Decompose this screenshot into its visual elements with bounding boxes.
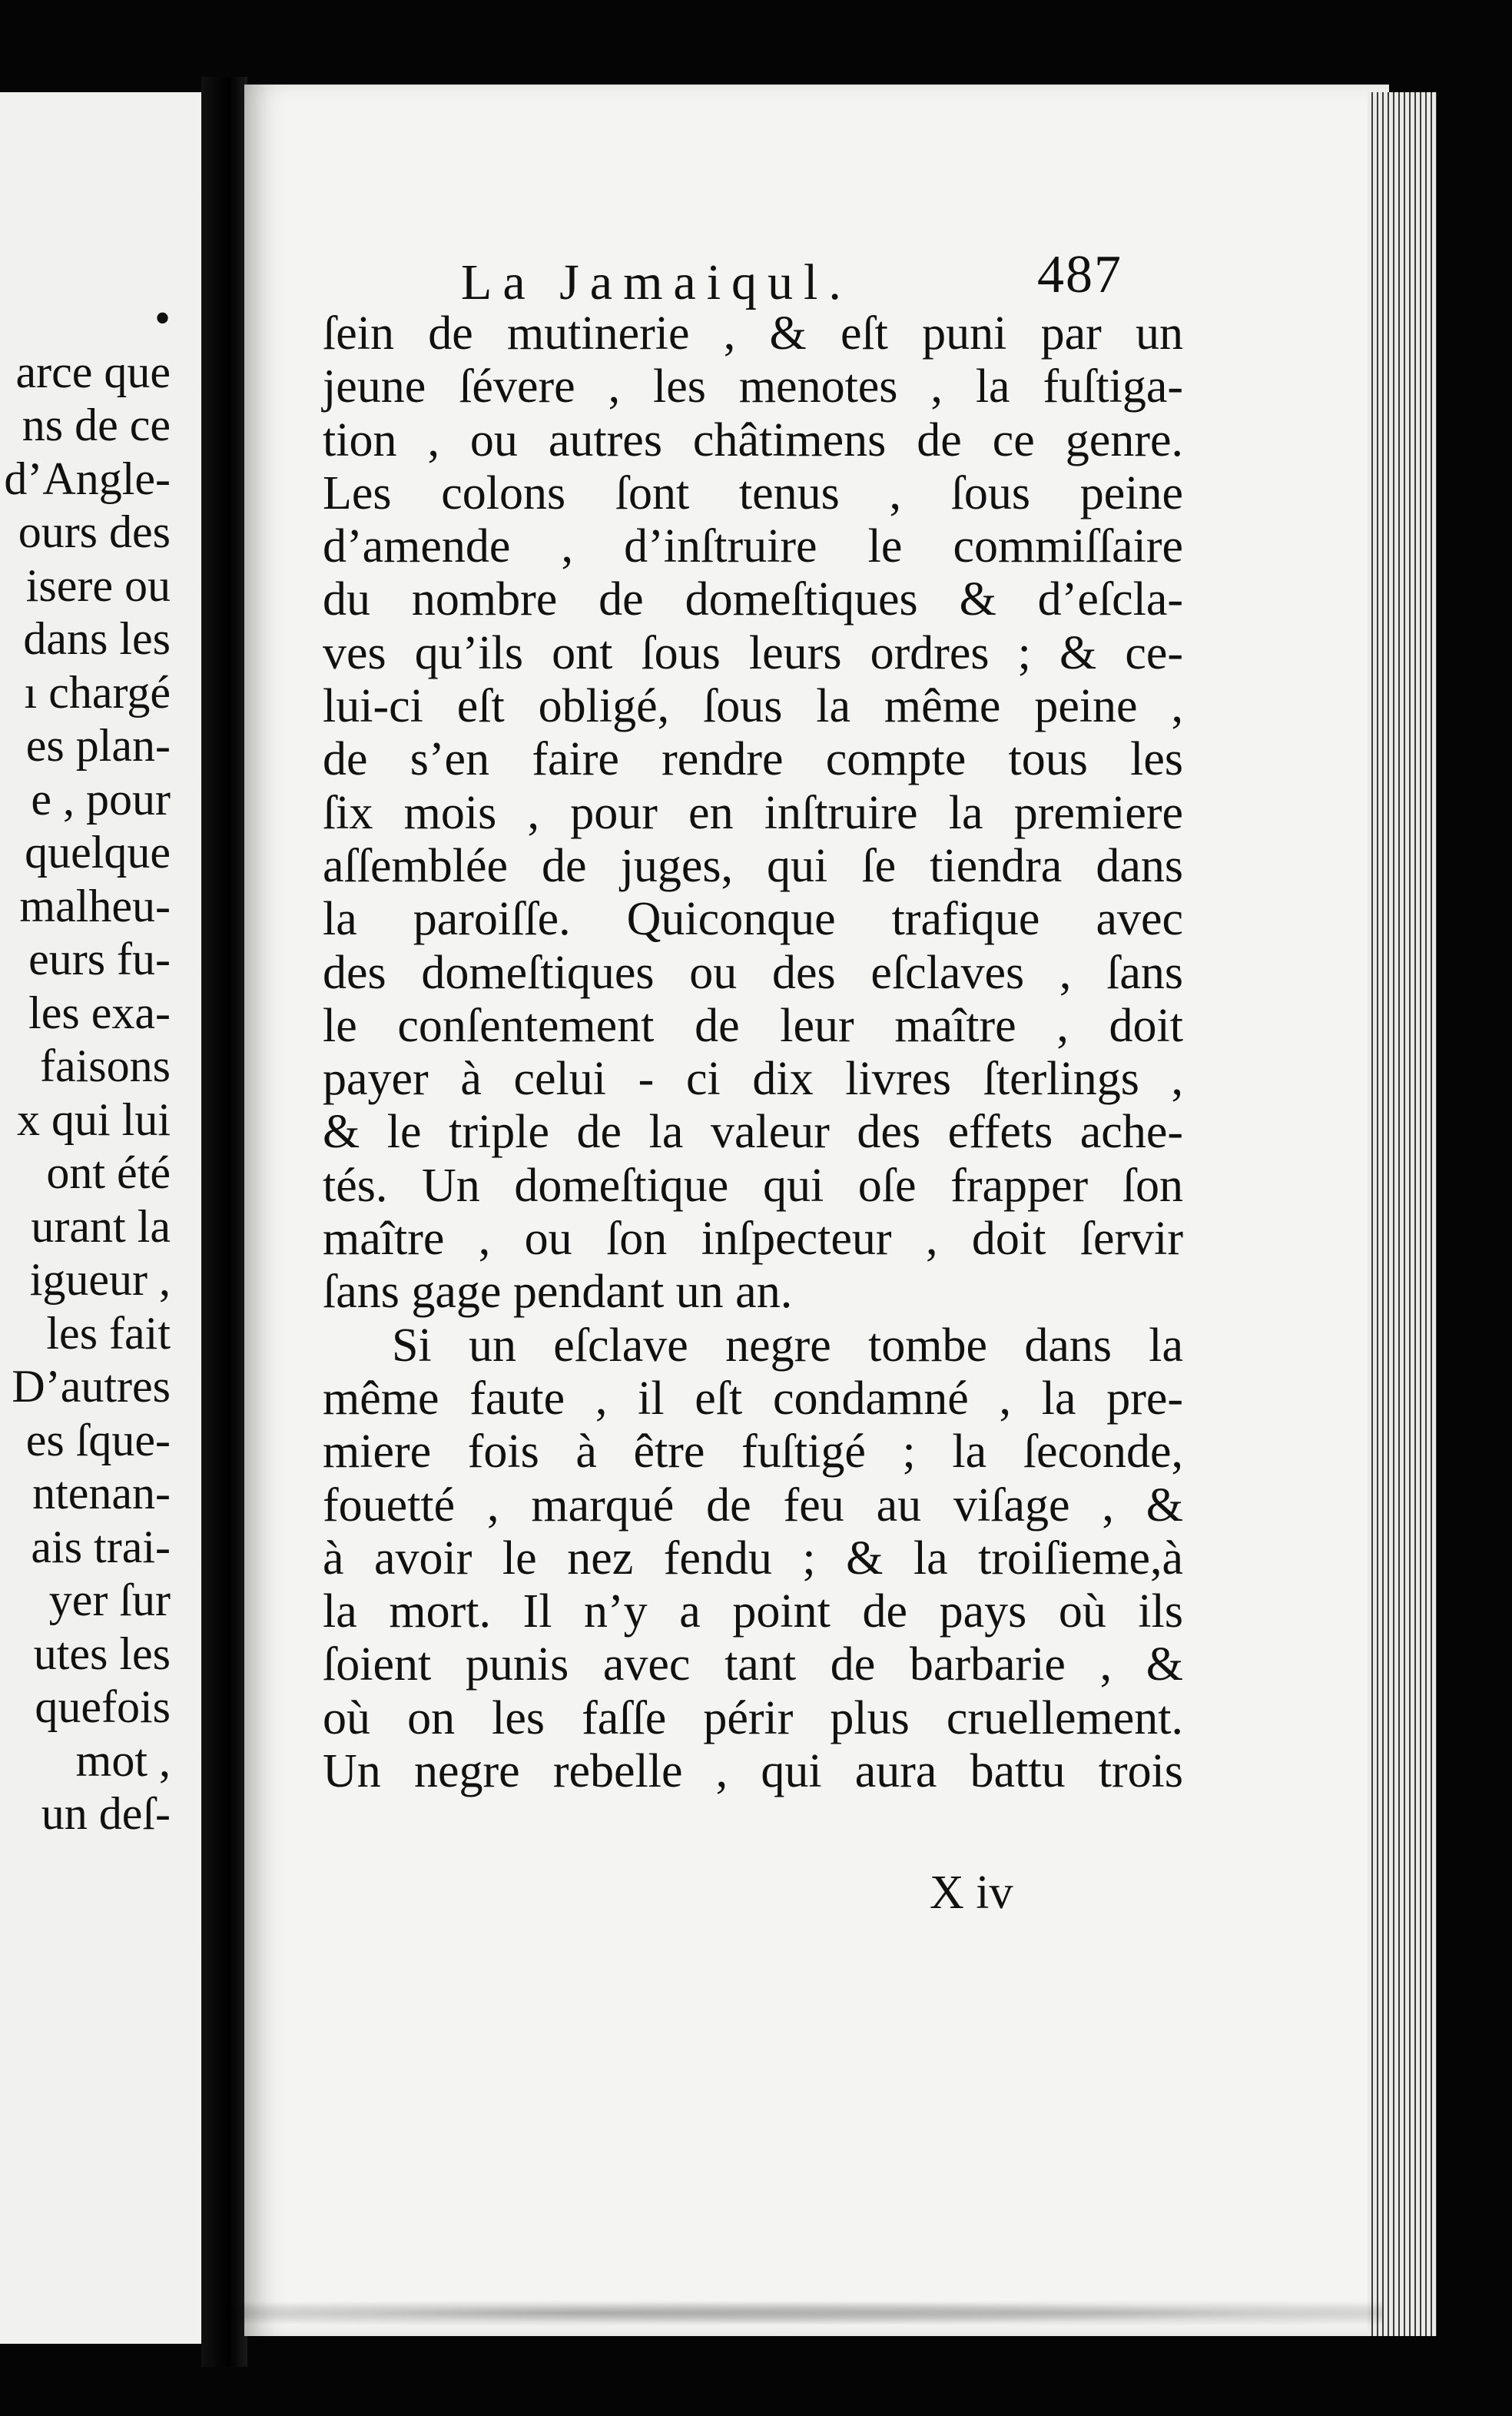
text-line: du nombre de domeſtiques & d’eſcla- — [323, 573, 1183, 626]
facing-line: ours des — [18, 506, 171, 557]
text-line: tés. Un domeſtique qui oſe frapper ſon — [323, 1159, 1183, 1212]
facing-line: malheu- — [19, 880, 171, 931]
facing-line: quelque — [25, 827, 171, 878]
facing-line: es ſque- — [25, 1414, 171, 1465]
facing-page-left — [0, 92, 207, 2344]
text-line: d’amende , d’inſtruire le commiſſaire — [323, 520, 1183, 573]
text-line: & le triple de la valeur des effets ache- — [323, 1106, 1183, 1159]
facing-line: les fait — [46, 1307, 171, 1359]
text-line: ſein de mutinerie , & eſt puni par un — [323, 307, 1183, 360]
facing-line: x qui lui — [16, 1094, 171, 1145]
facing-line: dans les — [23, 613, 171, 664]
facing-line: urant la — [31, 1200, 171, 1252]
facing-line: un deſ- — [41, 1788, 171, 1839]
text-line: miere fois à être fuſtigé ; la ſeconde, — [323, 1425, 1183, 1478]
text-line: jeune ſévere , les menotes , la fuſtiga- — [323, 360, 1183, 413]
text-line: où on les faſſe périr plus cruellement. — [323, 1691, 1183, 1744]
text-line: maître , ou ſon inſpecteur , doit ſervir — [323, 1213, 1183, 1266]
text-line: la mort. Il n’y a point de pays où ils — [323, 1585, 1183, 1638]
page-number: 487 — [1037, 245, 1122, 304]
facing-line: arce que — [15, 346, 171, 397]
facing-line: yer ſur — [48, 1575, 171, 1625]
body-text — [323, 307, 1183, 1798]
facing-line: quefois — [35, 1681, 171, 1732]
facing-line: ı chargé — [24, 666, 171, 718]
text-line: tion , ou autres châtimens de ce genre. — [323, 413, 1183, 466]
text-line: payer à celui - ci dix livres ſterlings , — [323, 1053, 1183, 1106]
facing-line: d’Angle- — [4, 453, 171, 504]
text-line: le conſentement de leur maître , doit — [323, 999, 1183, 1052]
text-line: Un negre rebelle , qui aura battu trois — [323, 1745, 1183, 1798]
running-head: La Jamaiqul. — [461, 254, 852, 310]
binding-gutter — [201, 77, 247, 2367]
text-line: la paroiſſe. Quiconque trafique avec — [323, 893, 1183, 946]
page-edges — [1368, 92, 1437, 2336]
paragraph — [323, 307, 1183, 1319]
text-line: des domeſtiques ou des eſclaves , ſans — [323, 946, 1183, 999]
facing-page-text — [0, 292, 207, 1841]
text-line: aſſemblée de juges, qui ſe tiendra dans — [323, 839, 1183, 892]
text-line: fouetté , marqué de feu au viſage , & — [323, 1478, 1183, 1532]
facing-line: les exa- — [28, 987, 171, 1038]
facing-line: ont été — [46, 1147, 171, 1198]
text-line: ſoient punis avec tant de barbarie , & — [323, 1638, 1183, 1691]
facing-line: ais trai- — [31, 1521, 171, 1572]
signature-mark: X iv — [930, 1867, 1013, 1919]
text-line: Si un eſclave negre tombe dans la — [392, 1319, 1183, 1372]
text-line: de s’en faire rendre compte tous les — [323, 733, 1183, 786]
paragraph — [323, 1319, 1183, 1799]
facing-line: • — [154, 293, 171, 343]
facing-line: eurs fu- — [28, 934, 171, 984]
text-line: ſans gage pendant un an. — [323, 1266, 793, 1319]
facing-line: es plan- — [25, 720, 171, 771]
facing-line: utes les — [33, 1628, 171, 1679]
page-bottom-smudge — [230, 2298, 1383, 2328]
facing-line: igueur , — [29, 1254, 171, 1305]
text-line: ves qu’ils ont ſous leurs ordres ; & ce- — [323, 626, 1183, 679]
facing-line: D’autres — [12, 1361, 171, 1412]
facing-line: ntenan- — [32, 1468, 171, 1518]
text-line: ſix mois , pour en inſtruire la premiere — [323, 786, 1183, 839]
text-line: lui-ci eſt obligé, ſous la même peine , — [323, 680, 1183, 733]
facing-line: mot , — [75, 1734, 171, 1786]
facing-line: e , pour — [31, 773, 171, 825]
text-line: même faute , il eſt condamné , la pre- — [323, 1372, 1183, 1425]
facing-line: faisons — [40, 1040, 171, 1091]
facing-line: ns de ce — [22, 400, 171, 450]
facing-line: isere ou — [25, 559, 171, 611]
text-line: Les colons ſont tenus , ſous peine — [323, 466, 1183, 519]
text-line: à avoir le nez fendu ; & la troiſieme,à — [323, 1532, 1183, 1585]
